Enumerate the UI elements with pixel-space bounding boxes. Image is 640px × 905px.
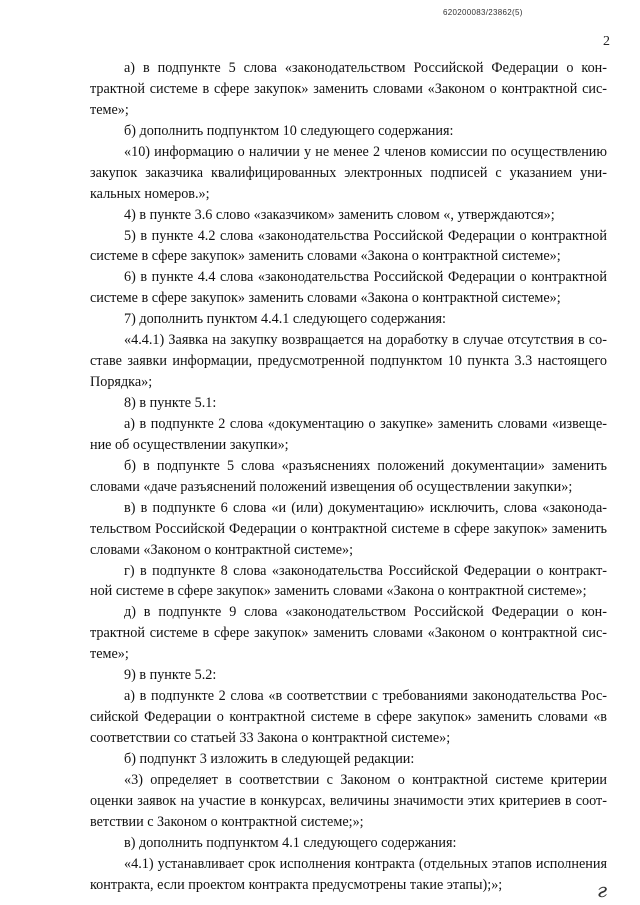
text-line: д) в подпункте 9 слова «законодательством Российской Федерации о кон- [124, 604, 607, 621]
text-line: 5) в пункте 4.2 слова «законодательства Российской Федерации о контрактной [124, 227, 607, 244]
text-line: б) дополнить подпунктом 10 следующего содержания: [124, 122, 454, 139]
text-line: б) в подпункте 5 слова «разъяснениях положений документации» заменить [124, 457, 607, 474]
text-line: словами «даче разъяснений положений извещения об осуществлении закупки»; [90, 478, 573, 495]
document-body [90, 58, 607, 896]
text-line: теме»; [90, 646, 129, 663]
text-line: трактной системе в сфере закупок» заменить словами «Законом о контрактной сис- [90, 625, 607, 642]
text-line: «4.1) устанавливает срок исполнения контракта (отдельных этапов исполнения [124, 855, 607, 872]
handwritten-mark: г [597, 878, 608, 902]
text-line: ветствии с Законом о контрактной системе;»; [90, 813, 364, 830]
text-line: а) в подпункте 2 слова «в соответствии с требованиями законодательства Рос- [124, 688, 607, 705]
text-line: ние об осуществлении закупки»; [90, 436, 289, 453]
text-line: 8) в пункте 5.1: [124, 395, 217, 411]
text-line: «3) определяет в соответствии с Законом о контрактной системе критерии [124, 771, 607, 788]
text-line: оценки заявок на участие в конкурсах, величины значимости этих критериев в соот- [90, 792, 607, 809]
text-line: 6) в пункте 4.4 слова «законодательства Российской Федерации о контрактной [124, 269, 607, 286]
text-line: 7) дополнить пунктом 4.4.1 следующего содержания: [124, 311, 446, 328]
document-registration-code: 620200083/23862(5) [443, 8, 523, 17]
text-line: г) в подпункте 8 слова «законодательства Российской Федерации о контракт- [124, 562, 607, 579]
text-line: словами «Законом о контрактной системе»; [90, 541, 354, 558]
text-line: тельством Российской Федерации о контрактной системе в сфере закупок» заменить [90, 520, 607, 537]
text-line: в) в подпункте 6 слова «и (или) документацию» исключить, слова «законода- [124, 499, 607, 516]
text-line: контракта, если проектом контракта предусмотрены такие этапы);»; [90, 876, 503, 893]
text-line: теме»; [90, 101, 129, 118]
text-line: соответствии со статьей 33 Закона о контрактной системе»; [90, 730, 451, 746]
text-line: «10) информацию о наличии у не менее 2 членов комиссии по осуществлению [124, 143, 607, 160]
text-line: в) дополнить подпунктом 4.1 следующего содержания: [124, 834, 457, 851]
page-number: 2 [603, 34, 610, 49]
text-line: ной системе в сфере закупок» заменить словами «Закона о контрактной системе»; [90, 583, 587, 600]
text-line: 9) в пункте 5.2: [124, 667, 217, 684]
text-line: 4) в пункте 3.6 слово «заказчиком» заменить словом «, утверждаются»; [124, 206, 555, 223]
text-line: закупок заказчика квалифицированных электронных подписей с указанием уни- [90, 164, 607, 181]
text-line: Порядка»; [90, 374, 153, 391]
text-line: «4.4.1) Заявка на закупку возвращается на доработку в случае отсутствия в со- [124, 332, 607, 349]
text-line: системе в сфере закупок» заменить словами «Закона о контрактной системе»; [90, 248, 561, 265]
text-line: системе в сфере закупок» заменить словами «Закона о контрактной системе»; [90, 290, 561, 307]
text-line: трактной системе в сфере закупок» заменить словами «Законом о контрактной сис- [90, 80, 607, 97]
text-line: а) в подпункте 5 слова «законодательством Российской Федерации о кон- [124, 60, 607, 76]
text-line: а) в подпункте 2 слова «документацию о закупке» заменить словами «извеще- [124, 415, 607, 432]
text-line: кальных номеров.»; [90, 185, 210, 202]
text-line: сийской Федерации о контрактной системе в сфере закупок» заменить словами «в [90, 709, 607, 726]
text-line: б) подпункт 3 изложить в следующей редакции: [124, 750, 415, 767]
text-line: ставе заявки информации, предусмотренной подпунктом 10 пункта 3.3 настоящего [90, 353, 607, 370]
